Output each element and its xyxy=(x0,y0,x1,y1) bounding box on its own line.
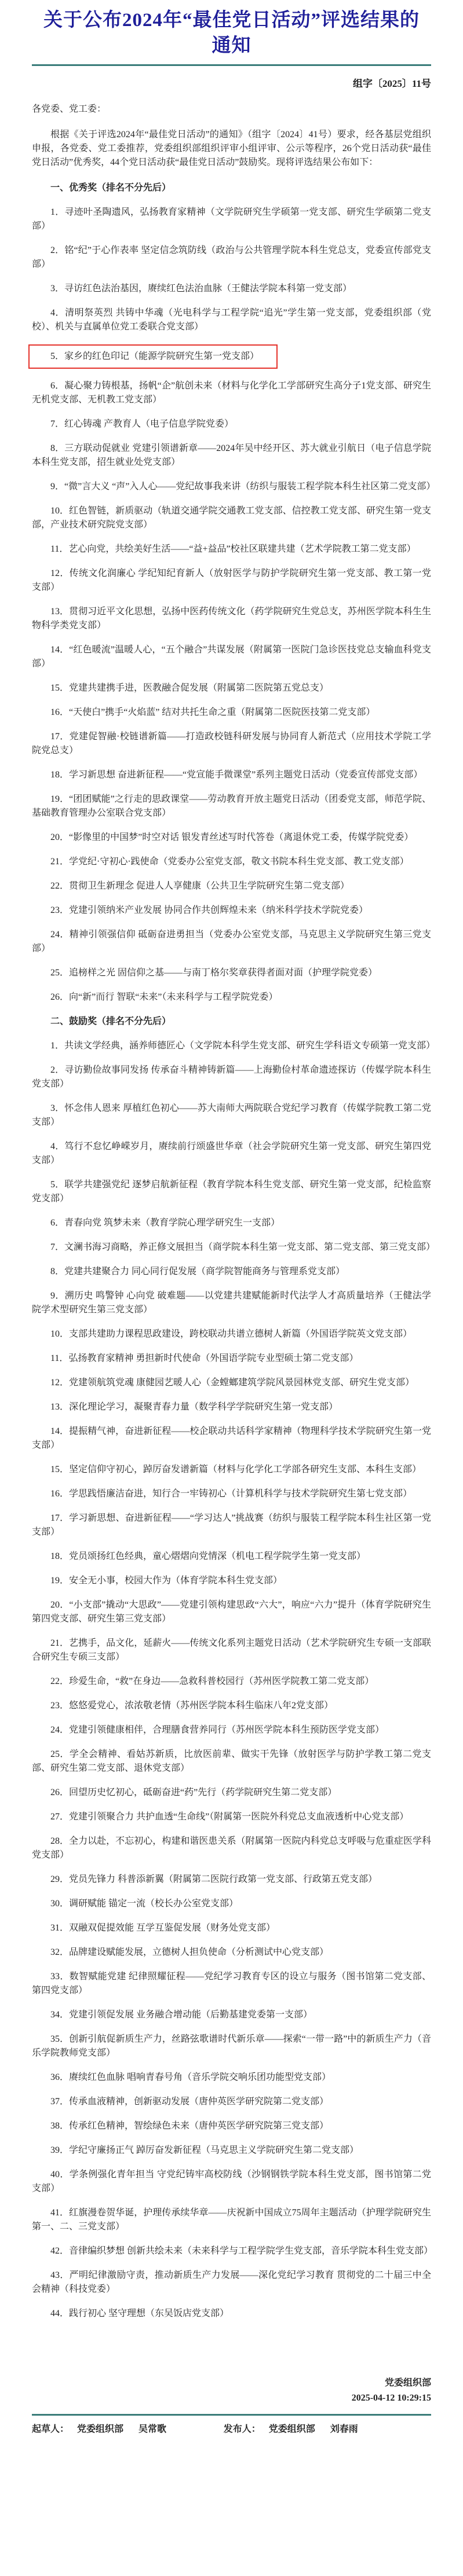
award-item: 28．全力以赴，不忘初心，构建和谐医患关系（附属第一医院内科党总支呼吸与危重症医学科党支部） xyxy=(32,1836,431,1861)
intro-paragraph: 根据《关于评选2024年“最佳党日活动”的通知》（组字〔2024〕41号）要求，经各基层党组织申报，各党委、党工委推荐，党委组织部组织评审小组评审、公示等程序，26个党日活动获“最佳党日活动”优秀奖，44个党日活动获“最佳党日活动”鼓励奖。现将评选结果公布如下： xyxy=(32,130,431,168)
award-item: 15．党建共建携手进，医教融合促发展（附属第二医院第五党总支） xyxy=(50,683,329,693)
award-item: 33．数智赋能党建 纪律照耀征程——党纪学习教育专区的设立与服务（图书馆第二党支部、第四党支部） xyxy=(32,1972,431,1996)
award-item: 2．寻访勤俭故事同发扬 传承奋斗精神铸新篇——上海勤俭村革命遗迹探访（传媒学院本科生党支部） xyxy=(32,1065,431,1089)
drafter-line xyxy=(32,2423,224,2436)
award-item: 26．回望历史忆初心，砥砺奋进“药”先行（药学院研究生第二党支部） xyxy=(50,1788,337,1798)
footer-divider xyxy=(32,2414,431,2416)
award-item: 44．践行初心 坚守理想（东吴饭店党支部） xyxy=(50,2309,229,2319)
award-item: 1．共读文学经典，涵养师德匠心（文学院本科学生党支部、研究生学科语文专硕第一党支部） xyxy=(50,1041,436,1051)
award-item: 34．党建引领促发展 业务融合增动能（后勤基建党委第一支部） xyxy=(50,2010,313,2020)
award-item: 23．悠悠爱党心，浓浓敬老情（苏州医学院本科生临床八年2党支部） xyxy=(50,1701,334,1711)
title-divider xyxy=(32,64,431,66)
award-item: 15．坚定信仰守初心，踔厉奋发谱新篇（材料与化学化工学部各研究生支部、本科生支部） xyxy=(50,1465,422,1475)
award-item: 31．双融双促提效能 互学互鉴促发展（财务处党支部） xyxy=(50,1923,276,1933)
award-item: 25．追榜样之光 固信仰之基——与南丁格尔奖章获得者面对面（护理学院党委） xyxy=(50,968,378,978)
award-item: 2．铭“纪”于心作表率 坚定信念筑防线（政治与公共管理学院本科生党总支，党委宣传部党支部） xyxy=(32,245,431,270)
award-item: 16．“天使白”携手“火焰蓝” 结对共托生命之重（附属第二医院医技第二党支部） xyxy=(50,707,375,718)
award-item: 13．贯彻习近平文化思想，弘扬中医药传统文化（药学院研究生党总支，苏州医学院本科生生物科学类党支部） xyxy=(32,607,431,631)
award-item: 14．“红色暖流”温暖人心，“五个融合”共谋发展（附属第一医院门急诊医技党总支输血科党支部） xyxy=(32,645,431,669)
award-item: 4．清明祭英烈 共铸中华魂（光电科学与工程学院“追光”学生第一党支部，党委组织部（党校）、机关与直属单位党工委联合党支部） xyxy=(32,308,431,332)
section-heading-1: 一、优秀奖（排名不分先后） xyxy=(50,183,172,193)
publisher-line xyxy=(224,2423,358,2436)
award-item: 7．文澜书海习商略，养正修文展担当（商学院本科生第一党支部、第二党支部、第三党支部） xyxy=(50,1242,436,1253)
signer-org: 党委组织部 xyxy=(384,2378,431,2388)
award-item: 35．创新引航促新质生产力，丝路弦歌谱时代新乐章——探索“一带一路”中的新质生产力（音乐学院教师党支部） xyxy=(32,2034,431,2058)
award-sections xyxy=(32,181,436,2321)
award-item: 25．学全会精神、看姑苏新质，比放医前辈、做实干先锋（放射医学与防护学教工第二党支部、研究生第二党支部、退休党支部） xyxy=(32,1749,431,1774)
award-item: 8．三方联动促就业 党建引领谱新章——2024年吴中经开区、苏大就业引航日（电子信息学院本科生党支部，招生就业处党支部） xyxy=(32,443,431,468)
signature-block xyxy=(32,2376,431,2406)
document-number: 组字〔2025〕11号 xyxy=(352,78,431,90)
publisher-name: 刘春雨 xyxy=(330,2424,358,2435)
publisher-org: 党委组织部 xyxy=(268,2424,315,2435)
award-item: 14．提振精气神，奋进新征程——校企联动共话科学家精神（物理科学技术学院研究生第一党支部） xyxy=(32,1426,431,1451)
award-item: 17．党建促智融·校链谱新篇——打造政校链科研发展与协同育人新范式（应用技术学院工学院党总支） xyxy=(32,732,431,756)
award-item: 19．“团团赋能”之行走的思政课堂——劳动教育开放主题党日活动（团委党支部，师范学院、基础教育管理办公室联合党支部） xyxy=(32,794,431,819)
award-item: 10．支部共建助力课程思政建设，跨校联动共谱立德树人新篇（外国语学院英文党支部） xyxy=(50,1329,413,1340)
award-item: 43．严明纪律激励守责，推动新质生产力发展——深化党纪学习教育 贯彻党的二十届三中全会精神（科技党委） xyxy=(32,2270,431,2295)
award-item-highlighted: 5．家乡的红色印记（能源学院研究生第一党支部） xyxy=(28,344,278,369)
award-item: 16．学思践悟廉洁奋进，知行合一牢铸初心（计算机科学与技术学院研究生第七党支部） xyxy=(50,1489,413,1499)
award-item: 3．怀念伟人恩来 厚植红色初心——苏大南师大两院联合党纪学习教育（传媒学院教工第二党支部） xyxy=(32,1103,431,1128)
award-item: 39．学纪守廉扬正气 踔厉奋发新征程（马克思主义学院研究生第二党支部） xyxy=(50,2145,359,2156)
award-item: 38．传承红色精神，智绘绿色未来（唐仲英医学研究院第三党支部） xyxy=(50,2121,329,2131)
award-item: 10．红色智链，新质驱动（轨道交通学院交通教工党支部、信控教工党支部、研究生第一党支部，产业技术研究院党支部） xyxy=(32,506,431,530)
award-item: 21．艺携手，品文化，延薪火——传统文化系列主题党日活动（艺术学院研究生专硕一支部联合研究生专硕三支部） xyxy=(32,1638,431,1663)
drafter-org: 党委组织部 xyxy=(77,2424,124,2435)
award-item: 17．学习新思想、奋进新征程——“学习达人”挑战赛（纺织与服装工程学院本科生社区第一党支部） xyxy=(32,1513,431,1537)
drafter-label: 起草人： xyxy=(32,2424,70,2435)
footer-meta-row xyxy=(32,2423,431,2436)
publisher-label: 发布人： xyxy=(223,2424,261,2435)
award-item: 18．党员颂扬红色经典，童心熠熠向党情深（机电工程学院学生第一党支部） xyxy=(50,1551,366,1562)
award-item: 20．“影像里的中国梦”时空对话 银发青丝述写时代答卷（离退休党工委，传媒学院党委） xyxy=(50,832,414,843)
award-item: 41．红旗漫卷贺华诞，护理传承续华章——庆祝新中国成立75周年主题活动（护理学院研究生第一、二、三党支部） xyxy=(32,2208,431,2232)
award-item: 8．党建共建聚合力 同心同行促发展（商学院智能商务与管理系党支部） xyxy=(50,1267,345,1277)
award-item: 40．学条例强化青年担当 守党纪铸牢高校防线（沙钢钢铁学院本科生党支部，图书馆第二党支部） xyxy=(32,2170,431,2194)
award-item: 19．安全无小事，校园大作为（体育学院本科生党支部） xyxy=(50,1576,283,1586)
award-item: 7．红心铸魂 产教育人（电子信息学院党委） xyxy=(50,419,234,430)
award-item: 12．传统文化润廉心 学纪知纪育新人（放射医学与防护学院研究生第一党支部、教工第一党支部） xyxy=(32,568,431,593)
award-item: 27．党建引领聚合力 共护血透“生命线”（附属第一医院外科党总支血液透析中心党支部） xyxy=(50,1812,409,1822)
page-title: 关于公布2024年“最佳党日活动”评选结果的通知 xyxy=(43,10,420,56)
award-item: 37．传承血液精神，创新驱动发展（唐仲英医学研究院第二党支部） xyxy=(50,2097,329,2107)
award-item: 22．贯彻卫生新理念 促进人人享健康（公共卫生学院研究生第二党支部） xyxy=(50,881,350,891)
award-item: 24．党建引领健康相伴，合理膳食营养同行（苏州医学院本科生预防医学党支部） xyxy=(50,1725,385,1735)
section-heading-2: 二、鼓励奖（排名不分先后） xyxy=(50,1017,172,1027)
award-item: 11．艺心向党，共绘美好生活——“益+益品”校社区联建共建（艺术学院教工第二党支部） xyxy=(50,544,416,555)
award-item: 6．凝心聚力铸根基，扬帆“企”航创未来（材料与化学化工学部研究生高分子1党支部、研究生无机党支部、无机教工党支部） xyxy=(32,381,431,405)
award-item: 30．调研赋能 锚定一流（校长办公室党支部） xyxy=(50,1899,239,1909)
award-item: 22．珍爱生命，“救”在身边——急救科普校园行（苏州医学院教工第二党支部） xyxy=(50,1676,374,1687)
award-item: 29．党员先锋力 科普添新翼（附属第二医院行政第一党支部、行政第五党支部） xyxy=(50,1874,378,1885)
award-item: 1．寻迹叶圣陶遗风，弘扬教育家精神（文学院研究生学硕第一党支部、研究生学硕第二党支部） xyxy=(32,207,431,232)
award-item: 4．笃行不怠忆峥嵘岁月，赓续前行颂盛世华章（社会学院研究生第一党支部、研究生第四党支部） xyxy=(32,1142,431,1166)
award-item: 13．深化理论学习，凝聚青春力量（数学科学学院研究生第一党支部） xyxy=(50,1402,338,1412)
award-item: 36．赓续红色血脉 唱响青春号角（音乐学院交响乐团功能型党支部） xyxy=(50,2072,331,2083)
award-item: 24．精神引领强信仰 砥砺奋进勇担当（党委办公室党支部，马克思主义学院研究生第三党支部） xyxy=(32,930,431,954)
award-item: 20．“小支部”撬动“大思政”——党建引领构建思政“六大”，响应“六力”提升（体育学院研究生第四党支部、研究生第三党支部） xyxy=(32,1600,431,1624)
award-item: 26．向“新”而行 智联“未来”（未来科学与工程学院党委） xyxy=(50,992,278,1003)
award-item: 32．品牌建设赋能发展，立德树人担负使命（分析测试中心党支部） xyxy=(50,1947,329,1958)
salutation: 各党委、党工委： xyxy=(32,104,107,115)
award-item: 9．“微”言大义 “声”入人心——党纪故事我来讲（纺织与服装工程学院本科生社区第二党支部） xyxy=(50,482,436,492)
award-item: 3．寻访红色法治基因，赓续红色法治血脉（王健法学院本科第一党支部） xyxy=(50,284,352,294)
publish-datetime: 2025-04-12 10:29:15 xyxy=(351,2393,431,2403)
award-item: 5．联学共建强党纪 逐梦启航新征程（教育学院本科生党支部、研究生第一党支部，纪检监察党支部） xyxy=(32,1180,431,1204)
award-item: 42．音律编织梦想 创新共绘未来（未来科学与工程学院学生党支部，音乐学院本科生党支部） xyxy=(50,2246,433,2256)
award-item: 23．党建引领纳米产业发展 协同合作共创辉煌未来（纳米科学技术学院党委） xyxy=(50,905,369,916)
award-item: 9．溯历史 鸣警钟 心向党 破难题——以党建共建赋能新时代法学人才高质量培养（王健法学院学术型研究生第三党支部） xyxy=(32,1291,431,1315)
drafter-name: 吴常歌 xyxy=(138,2424,167,2435)
award-item: 11．弘扬教育家精神 勇担新时代使命（外国语学院专业型硕士第二党支部） xyxy=(50,1353,359,1364)
award-item: 18．学习新思想 奋进新征程——“党宣能手微课堂”系列主题党日活动（党委宣传部党支部） xyxy=(50,770,423,780)
award-item: 21．学党纪·守初心·践使命（党委办公室党支部，敬文书院本科生党支部、教工党支部） xyxy=(50,857,409,867)
award-item: 12．党建领航筑党魂 康健园艺暖人心（金螳螂建筑学院风景园林党支部、研究生党支部） xyxy=(50,1378,415,1388)
award-item: 6．青春向党 筑梦未来（教育学院心理学研究生一支部） xyxy=(50,1218,280,1228)
